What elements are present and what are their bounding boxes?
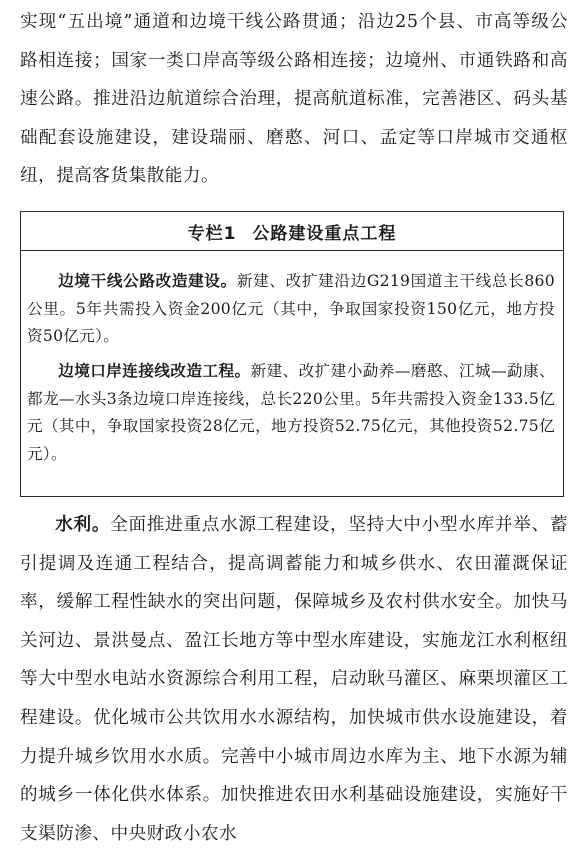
box-title-row [21,212,563,251]
box-item-port-connector [27,358,555,468]
box-item-text: 新建、改扩建小勐养—磨憨、江城—勐康、都龙—水头3条边境口岸连接线，总长220公里。5年共需投入资金133.5亿元（其中，争取国家投资28亿元，地方投资52.75亿元，其他投资52.75亿元）。 [27,362,556,463]
box-title-text: 公路建设重点工程 [252,224,397,244]
box-title-prefix: 专栏1 [187,224,237,244]
box-item-lead: 边境口岸连接线改造工程。 [58,362,251,380]
water-lead: 水利。 [55,515,111,535]
water-text: 全面推进重点水源工程建设，坚持大中小型水库并举、蓄引提调及连通工程结合，提高调蓄能力和城乡供水、农田灌溉保证率，缓解工程性缺水的突出问题，保障城乡及农村供水安全。加快马关河边、景洪曼点、盈江长地方等中型水库建设，实施龙江水利枢纽等大中型水电站水资源综合利用工程，启动耿马灌区、麻栗坝灌区工程建设。优化城市公共饮用水水源结构，加快城市供水设施建设，着力提升城乡饮用水水质。完善中小城市周边水库为主、地下水源为辅的城乡一体化供水体系。加快推进农田水利基础设施建设，实施好干支渠防渗、中央财政小农水 [20,515,568,844]
intro-paragraph: 实现“五出境”通道和边境干线公路贯通；沿边25个县、市高等级公路相连接；国家一类口岸高等级公路相连接；边境州、市通铁路和高速公路。推进沿边航道综合治理，提高航道标准，完善港区、码头基础配套设施建设，建设瑞丽、磨憨、河口、孟定等口岸城市交通枢纽，提高客货集散能力。 [20,12,568,187]
water-paragraph [20,506,568,853]
box-item-border-highway [27,268,555,351]
box-title [188,219,397,244]
box-item-text: 新建、改扩建沿边G219国道主干线总长860公里。5年共需投入资金200亿元（其中，争取国家投资150亿元，地方投资50亿元）。 [27,272,555,345]
box-item-lead: 边境干线公路改造建设。 [58,272,237,290]
feature-box-highway [20,211,564,497]
